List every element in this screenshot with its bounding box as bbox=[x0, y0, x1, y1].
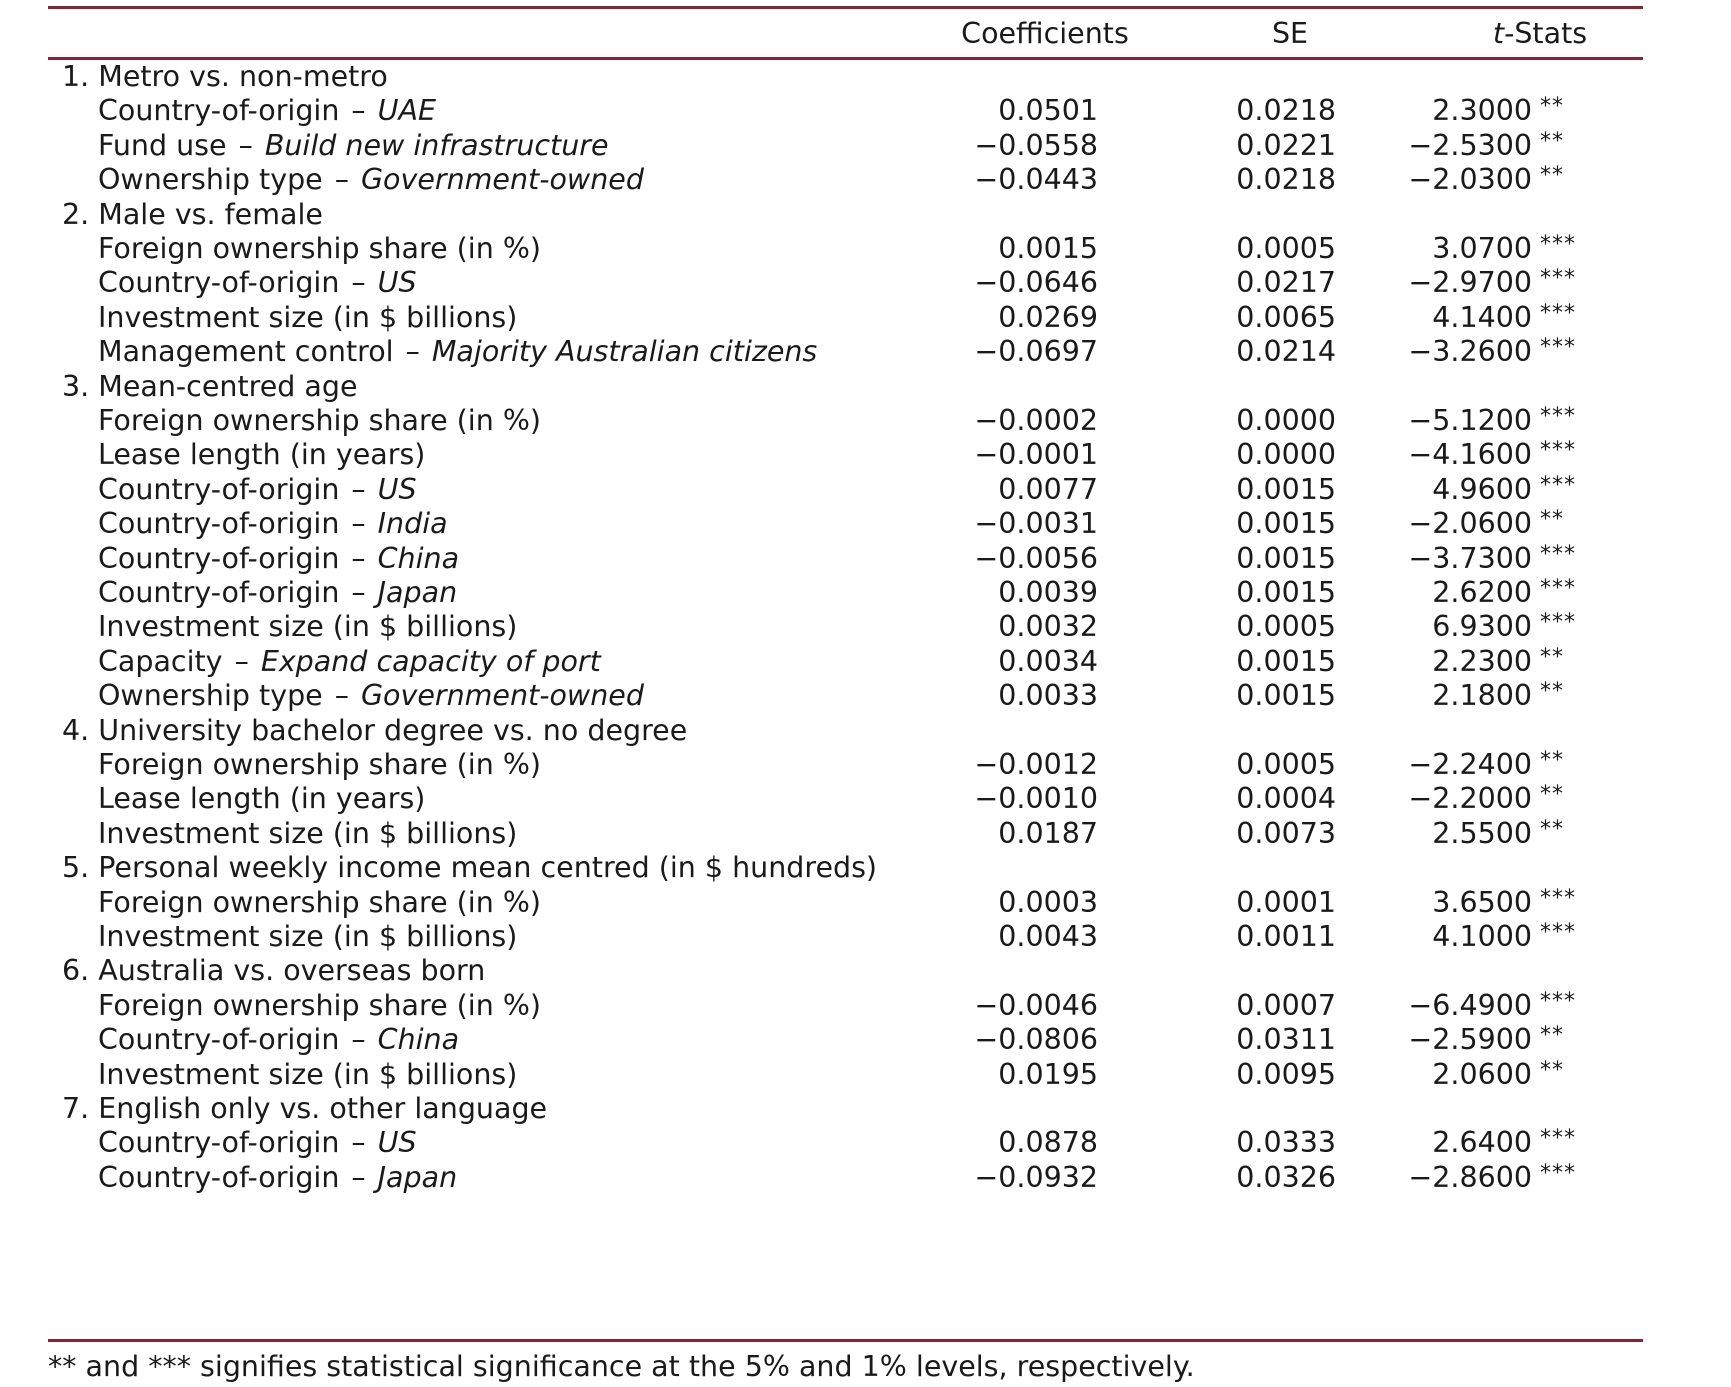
variable-name: Fund use bbox=[98, 128, 227, 162]
variable-name: Country-of-origin bbox=[98, 541, 340, 575]
coefficient-cell: −0.0558 bbox=[974, 128, 1098, 162]
coefficient-cell: −0.0002 bbox=[974, 404, 1098, 437]
significance-stars: ** bbox=[1540, 644, 1564, 670]
t-stat-cell: −2.2000 bbox=[1408, 782, 1532, 816]
se-cell: 0.0015 bbox=[1236, 576, 1336, 609]
t-stat-cell: 2.6400 bbox=[1432, 1126, 1532, 1160]
variable-name: Country-of-origin bbox=[98, 1126, 340, 1160]
variable-label bbox=[98, 608, 517, 646]
header-coefficients: Coefficients bbox=[961, 17, 1129, 50]
table-row bbox=[0, 540, 1731, 578]
variable-name: Foreign ownership share (in %) bbox=[98, 748, 542, 781]
coefficient-cell: 0.0878 bbox=[998, 1126, 1098, 1160]
coefficient-cell: −0.0046 bbox=[974, 988, 1098, 1022]
coefficient-cell: 0.0039 bbox=[998, 576, 1098, 609]
se-cell: 0.0218 bbox=[1236, 163, 1336, 197]
group-label: 1. Metro vs. non-metro bbox=[62, 60, 388, 93]
significance-stars: *** bbox=[1540, 920, 1576, 945]
variable-label bbox=[98, 884, 541, 922]
significance-stars: ** bbox=[1540, 128, 1564, 154]
variable-detail: UAE bbox=[377, 94, 437, 128]
variable-label bbox=[98, 436, 425, 474]
group-label: 4. University bachelor degree vs. no degree bbox=[62, 713, 688, 747]
variable-name: Investment size (in $ billions) bbox=[98, 300, 518, 334]
variable-name: Lease length (in years) bbox=[98, 438, 426, 472]
coefficient-cell: 0.0015 bbox=[998, 232, 1098, 265]
coefficient-cell: 0.0269 bbox=[998, 300, 1098, 334]
significance-stars: *** bbox=[1540, 266, 1576, 292]
se-cell: 0.0065 bbox=[1236, 300, 1336, 334]
group-label: 3. Mean-centred age bbox=[62, 369, 358, 403]
table-row bbox=[0, 918, 1731, 956]
t-stat-cell: −3.7300 bbox=[1408, 541, 1532, 575]
se-cell: 0.0073 bbox=[1236, 816, 1336, 850]
variable-label bbox=[98, 230, 541, 268]
significance-stars: *** bbox=[1540, 232, 1576, 257]
t-stat-cell: 3.0700 bbox=[1432, 232, 1532, 265]
significance-stars: ** bbox=[1540, 1057, 1564, 1083]
se-cell: 0.0214 bbox=[1236, 335, 1336, 369]
variable-label bbox=[98, 574, 457, 612]
variable-label bbox=[98, 918, 517, 956]
table-row bbox=[0, 574, 1731, 612]
coefficient-cell: 0.0003 bbox=[998, 885, 1098, 919]
se-cell: 0.0000 bbox=[1236, 404, 1336, 437]
t-stat-cell: 3.6500 bbox=[1432, 885, 1532, 919]
significance-stars: *** bbox=[1540, 335, 1576, 361]
variable-name: Management control bbox=[98, 335, 394, 369]
significance-stars: ** bbox=[1540, 816, 1564, 842]
se-cell: 0.0015 bbox=[1236, 541, 1336, 575]
coefficient-cell: −0.0443 bbox=[974, 163, 1098, 197]
variable-name: Country-of-origin bbox=[98, 472, 340, 506]
table-row bbox=[0, 230, 1731, 268]
coefficient-cell: −0.0932 bbox=[974, 1160, 1098, 1194]
t-stat-cell: −6.4900 bbox=[1408, 988, 1532, 1022]
t-stat-cell: 2.5500 bbox=[1432, 816, 1532, 850]
label-dash: – bbox=[351, 1023, 366, 1057]
se-cell: 0.0326 bbox=[1236, 1160, 1336, 1194]
significance-stars: *** bbox=[1540, 438, 1576, 464]
variable-label bbox=[98, 333, 817, 371]
variable-name: Country-of-origin bbox=[98, 576, 340, 609]
table-footnote: ** and *** signifies statistical significance at the 5% and 1% levels, respectively. bbox=[48, 1350, 1195, 1383]
label-dash: – bbox=[405, 335, 420, 369]
table-row bbox=[0, 780, 1731, 818]
variable-name: Lease length (in years) bbox=[98, 782, 426, 816]
variable-detail: Japan bbox=[377, 576, 458, 609]
se-cell: 0.0015 bbox=[1236, 472, 1336, 506]
variable-detail: US bbox=[377, 266, 417, 300]
variable-name: Country-of-origin bbox=[98, 94, 340, 128]
variable-name: Investment size (in $ billions) bbox=[98, 816, 518, 850]
coefficient-cell: 0.0032 bbox=[998, 610, 1098, 644]
variable-detail: Build new infrastructure bbox=[264, 128, 609, 162]
t-stat-cell: −2.0600 bbox=[1408, 507, 1532, 541]
label-dash: – bbox=[351, 541, 366, 575]
variable-detail: Government-owned bbox=[360, 163, 644, 197]
variable-detail: Japan bbox=[377, 1160, 458, 1194]
variable-label bbox=[98, 1159, 457, 1197]
t-stat-cell: −3.2600 bbox=[1408, 335, 1532, 369]
t-stat-cell: 4.9600 bbox=[1432, 472, 1532, 506]
variable-name: Country-of-origin bbox=[98, 1160, 340, 1194]
table-top-rule bbox=[48, 6, 1643, 9]
se-cell: 0.0001 bbox=[1236, 885, 1336, 919]
table-row bbox=[0, 333, 1731, 371]
label-dash: – bbox=[238, 128, 253, 162]
variable-name: Foreign ownership share (in %) bbox=[98, 404, 542, 437]
t-stat-cell: −2.8600 bbox=[1408, 1160, 1532, 1194]
group-label: 2. Male vs. female bbox=[62, 197, 323, 231]
group-row bbox=[0, 849, 1731, 887]
coefficient-cell: 0.0501 bbox=[998, 94, 1098, 128]
t-stat-cell: −4.1600 bbox=[1408, 438, 1532, 472]
table-row bbox=[0, 746, 1731, 784]
header-t-prefix: t bbox=[1492, 17, 1505, 50]
se-cell: 0.0221 bbox=[1236, 128, 1336, 162]
variable-label bbox=[98, 471, 417, 509]
significance-stars: ** bbox=[1540, 782, 1564, 808]
label-dash: – bbox=[351, 472, 366, 506]
t-stat-cell: 2.2300 bbox=[1432, 644, 1532, 678]
table-row bbox=[0, 1124, 1731, 1162]
significance-stars: *** bbox=[1540, 404, 1576, 429]
coefficient-cell: −0.0031 bbox=[974, 507, 1098, 541]
label-dash: – bbox=[351, 94, 366, 128]
variable-detail: Expand capacity of port bbox=[260, 644, 601, 678]
variable-label bbox=[98, 643, 601, 681]
coefficient-cell: −0.0056 bbox=[974, 541, 1098, 575]
variable-detail: China bbox=[377, 1023, 460, 1057]
significance-stars: ** bbox=[1540, 163, 1564, 189]
variable-label bbox=[98, 161, 644, 199]
group-row bbox=[0, 368, 1731, 406]
variable-label bbox=[98, 780, 425, 818]
table-row bbox=[0, 471, 1731, 509]
coefficient-cell: 0.0077 bbox=[998, 472, 1098, 506]
group-row bbox=[0, 1090, 1731, 1128]
t-stat-cell: −2.5900 bbox=[1408, 1023, 1532, 1057]
group-row bbox=[0, 58, 1731, 96]
se-cell: 0.0000 bbox=[1236, 438, 1336, 472]
coefficient-cell: −0.0806 bbox=[974, 1023, 1098, 1057]
label-dash: – bbox=[351, 576, 366, 609]
coefficient-cell: −0.0001 bbox=[974, 438, 1098, 472]
significance-stars: ** bbox=[1540, 507, 1564, 533]
se-cell: 0.0015 bbox=[1236, 644, 1336, 678]
significance-stars: *** bbox=[1540, 576, 1576, 601]
table-row bbox=[0, 299, 1731, 337]
label-dash: – bbox=[334, 679, 349, 713]
table-row bbox=[0, 127, 1731, 165]
significance-stars: *** bbox=[1540, 300, 1576, 326]
variable-label bbox=[98, 746, 541, 784]
t-stat-cell: −5.1200 bbox=[1408, 404, 1532, 437]
coefficient-cell: 0.0034 bbox=[998, 644, 1098, 678]
table-row bbox=[0, 1056, 1731, 1094]
variable-detail: US bbox=[377, 1126, 417, 1160]
variable-name: Foreign ownership share (in %) bbox=[98, 232, 542, 265]
coefficient-cell: 0.0033 bbox=[998, 679, 1098, 713]
table-row bbox=[0, 92, 1731, 130]
se-cell: 0.0005 bbox=[1236, 232, 1336, 265]
variable-name: Ownership type bbox=[98, 163, 323, 197]
variable-label bbox=[98, 1056, 517, 1094]
variable-name: Foreign ownership share (in %) bbox=[98, 885, 542, 919]
t-stat-cell: 2.3000 bbox=[1432, 94, 1532, 128]
table-bottom-rule bbox=[48, 1339, 1643, 1342]
se-cell: 0.0005 bbox=[1236, 748, 1336, 781]
t-stat-cell: −2.2400 bbox=[1408, 748, 1532, 781]
group-label: 6. Australia vs. overseas born bbox=[62, 954, 486, 988]
variable-label bbox=[98, 92, 436, 130]
variable-label bbox=[98, 540, 459, 578]
table-row bbox=[0, 608, 1731, 646]
variable-name: Capacity bbox=[98, 644, 223, 678]
se-cell: 0.0007 bbox=[1236, 988, 1336, 1022]
variable-label bbox=[98, 815, 517, 853]
label-dash: – bbox=[351, 507, 366, 541]
table-row bbox=[0, 987, 1731, 1025]
t-stat-cell: 6.9300 bbox=[1432, 610, 1532, 644]
table-row bbox=[0, 161, 1731, 199]
header-t-suffix: -Stats bbox=[1504, 17, 1588, 50]
label-dash: – bbox=[351, 1126, 366, 1160]
coefficient-cell: −0.0012 bbox=[974, 748, 1098, 781]
variable-detail: Government-owned bbox=[360, 679, 644, 713]
se-cell: 0.0333 bbox=[1236, 1126, 1336, 1160]
se-cell: 0.0015 bbox=[1236, 679, 1336, 713]
header-se: SE bbox=[1271, 17, 1309, 50]
variable-name: Investment size (in $ billions) bbox=[98, 1057, 518, 1091]
table-row bbox=[0, 402, 1731, 440]
coefficient-cell: 0.0195 bbox=[998, 1057, 1098, 1091]
variable-detail: US bbox=[377, 472, 417, 506]
group-label: 5. Personal weekly income mean centred (in $ hundreds) bbox=[62, 851, 878, 885]
variable-label bbox=[98, 1124, 417, 1162]
significance-stars: *** bbox=[1540, 885, 1576, 911]
significance-stars: *** bbox=[1540, 988, 1576, 1014]
label-dash: – bbox=[234, 644, 249, 678]
variable-label bbox=[98, 1021, 459, 1059]
variable-label bbox=[98, 505, 448, 543]
coefficient-cell: 0.0187 bbox=[998, 816, 1098, 850]
variable-detail: China bbox=[377, 541, 460, 575]
se-cell: 0.0011 bbox=[1236, 920, 1336, 953]
significance-stars: *** bbox=[1540, 541, 1576, 567]
significance-stars: ** bbox=[1540, 1023, 1564, 1049]
header-t-stats bbox=[1440, 14, 1640, 54]
variable-label bbox=[98, 264, 417, 302]
variable-label bbox=[98, 127, 609, 165]
variable-detail: India bbox=[377, 507, 448, 541]
significance-stars: ** bbox=[1540, 679, 1564, 705]
significance-stars: ** bbox=[1540, 94, 1564, 120]
table-row bbox=[0, 677, 1731, 715]
t-stat-cell: 2.0600 bbox=[1432, 1057, 1532, 1091]
coefficient-cell: −0.0697 bbox=[974, 335, 1098, 369]
se-cell: 0.0004 bbox=[1236, 782, 1336, 816]
variable-label bbox=[98, 677, 644, 715]
t-stat-cell: −2.9700 bbox=[1408, 266, 1532, 300]
label-dash: – bbox=[351, 266, 366, 300]
group-row bbox=[0, 712, 1731, 750]
t-stat-cell: −2.5300 bbox=[1408, 128, 1532, 162]
se-cell: 0.0015 bbox=[1236, 507, 1336, 541]
se-cell: 0.0311 bbox=[1236, 1023, 1336, 1057]
group-row bbox=[0, 952, 1731, 990]
variable-name: Country-of-origin bbox=[98, 1023, 340, 1057]
coefficient-cell: −0.0010 bbox=[974, 782, 1098, 816]
table-row bbox=[0, 436, 1731, 474]
significance-stars: *** bbox=[1540, 472, 1576, 498]
variable-name: Investment size (in $ billions) bbox=[98, 610, 518, 644]
label-dash: – bbox=[334, 163, 349, 197]
t-stat-cell: 2.1800 bbox=[1432, 679, 1532, 713]
se-cell: 0.0005 bbox=[1236, 610, 1336, 644]
table-row bbox=[0, 1021, 1731, 1059]
significance-stars: *** bbox=[1540, 1126, 1576, 1152]
label-dash: – bbox=[351, 1160, 366, 1194]
table-row bbox=[0, 1159, 1731, 1197]
table-row bbox=[0, 815, 1731, 853]
t-stat-cell: 2.6200 bbox=[1432, 576, 1532, 609]
variable-name: Country-of-origin bbox=[98, 266, 340, 300]
table-row bbox=[0, 884, 1731, 922]
variable-label bbox=[98, 987, 541, 1025]
t-stat-cell: 4.1000 bbox=[1432, 920, 1532, 953]
significance-stars: ** bbox=[1540, 748, 1564, 773]
table-row bbox=[0, 643, 1731, 681]
group-label: 7. English only vs. other language bbox=[62, 1092, 548, 1125]
variable-label bbox=[98, 299, 517, 337]
se-cell: 0.0218 bbox=[1236, 94, 1336, 128]
group-row bbox=[0, 196, 1731, 234]
coefficient-cell: 0.0043 bbox=[998, 920, 1098, 953]
variable-name: Investment size (in $ billions) bbox=[98, 920, 518, 953]
coefficient-cell: −0.0646 bbox=[974, 266, 1098, 300]
variable-name: Ownership type bbox=[98, 679, 323, 713]
table-row bbox=[0, 264, 1731, 302]
variable-label bbox=[98, 402, 541, 440]
significance-stars: *** bbox=[1540, 610, 1576, 636]
t-stat-cell: −2.0300 bbox=[1408, 163, 1532, 197]
significance-stars: *** bbox=[1540, 1160, 1576, 1186]
se-cell: 0.0095 bbox=[1236, 1057, 1336, 1091]
table-row bbox=[0, 505, 1731, 543]
variable-detail: Majority Australian citizens bbox=[431, 335, 818, 369]
variable-name: Foreign ownership share (in %) bbox=[98, 988, 542, 1022]
se-cell: 0.0217 bbox=[1236, 266, 1336, 300]
t-stat-cell: 4.1400 bbox=[1432, 300, 1532, 334]
variable-name: Country-of-origin bbox=[98, 507, 340, 541]
